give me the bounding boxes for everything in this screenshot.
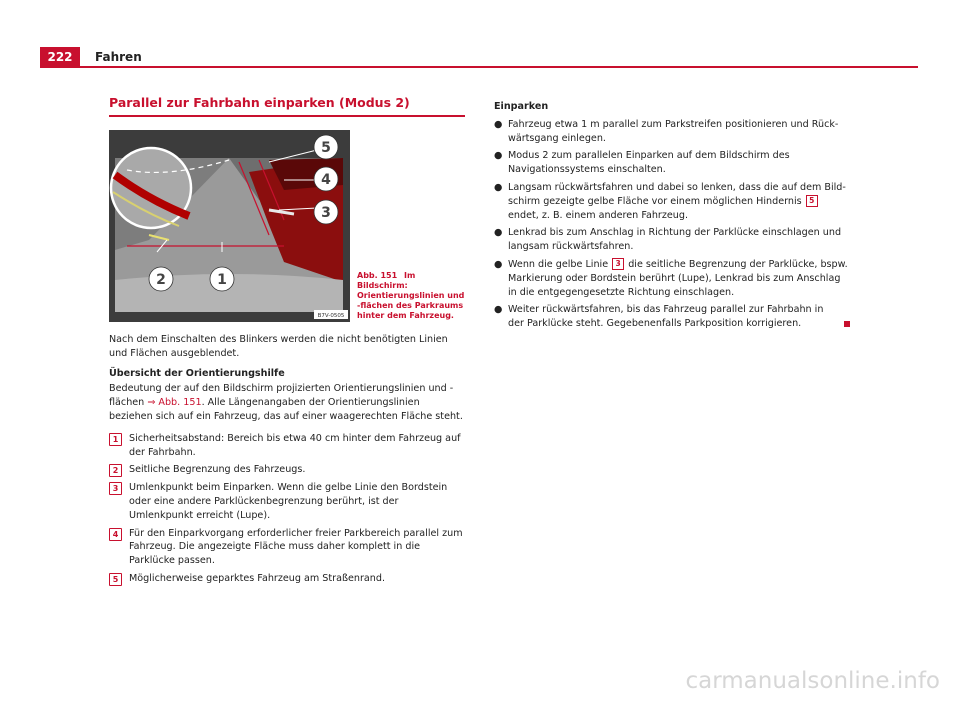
- intro-paragraph: Nach dem Einschalten des Blinkers werden die nicht benötigten Linien und Flächen ausgeblendet.: [109, 334, 448, 359]
- section-title: Parallel zur Fahrbahn einparken (Modus 2): [109, 95, 410, 110]
- legend-item: 1 Sicherheitsabstand: Bereich bis etwa 40 cm hinter dem Fahrzeug auf der Fahrbahn.: [109, 432, 465, 460]
- svg-text:1: 1: [217, 272, 227, 288]
- page-number: 222: [40, 47, 80, 67]
- bullet-icon: ●: [494, 258, 503, 270]
- legend-item: 3 Umlenkpunkt beim Einparken. Wenn die gelbe Linie den Bordstein oder eine andere Parklückenbegrenzung berührt, ist der Umlenkpunkt erreicht (Lupe).: [109, 481, 465, 522]
- legend-item: 2 Seitliche Begrenzung des Fahrzeugs.: [109, 463, 465, 477]
- legend-list: [109, 432, 465, 586]
- callout-2: [149, 267, 173, 291]
- header-rule: [40, 66, 918, 68]
- step-item: ● Fahrzeug etwa 1 m parallel zum Parkstreifen positionieren und Rückwärtsgang einlegen.: [494, 118, 839, 144]
- camera-screen-figure: [109, 130, 350, 322]
- number-badge: 4: [109, 528, 122, 541]
- legend-item: 4 Für den Einparkvorgang erforderlicher freier Parkbereich parallel zum Fahrzeug. Die angezeigte Fläche muss daher komplett in die Parklücke passen.: [109, 527, 465, 568]
- callout-5: [314, 135, 338, 159]
- caption-text: Im Bildschirm: Orientierungslinien und -flächen des Parkraums hinter dem Fahrzeug.: [357, 271, 465, 320]
- svg-text:4: 4: [321, 172, 331, 188]
- section-header: [109, 95, 465, 125]
- number-badge: 1: [109, 433, 122, 446]
- right-column: [494, 100, 850, 335]
- parking-steps: [494, 118, 850, 331]
- left-body: [109, 333, 465, 590]
- bullet-icon: ●: [494, 181, 503, 193]
- number-badge: 3: [109, 482, 122, 495]
- caption-label: Abb. 151: [357, 271, 398, 280]
- page-header: [40, 47, 918, 67]
- number-badge: 5: [109, 573, 122, 586]
- step-item: ● Weiter rückwärtsfahren, bis das Fahrzeug parallel zur Fahrbahn in der Parklücke steht. Gegebenenfalls Parkposition korrigieren.: [494, 303, 850, 331]
- number-badge: 3: [612, 258, 624, 270]
- step-item: ● Lenkrad bis zum Anschlag in Richtung der Parklücke einschlagen und langsam rückwärtsfahren.: [494, 227, 842, 253]
- bullet-icon: ●: [494, 150, 503, 162]
- svg-text:5: 5: [321, 140, 331, 156]
- bullet-icon: ●: [494, 304, 503, 316]
- title-rule: [109, 115, 465, 117]
- end-of-section-icon: [844, 321, 850, 327]
- callout-3: [314, 200, 338, 224]
- figure-caption: [357, 271, 465, 321]
- step-item: ● Modus 2 zum parallelen Einparken auf dem Bildschirm des Navigationssystems einschalten.: [494, 150, 790, 176]
- bullet-icon: ●: [494, 227, 503, 239]
- parking-heading: Einparken: [494, 101, 549, 112]
- svg-text:3: 3: [321, 205, 331, 221]
- overview-paragraph: Bedeutung der auf den Bildschirm projizierten Orientierungslinien und -flächen ⇒ Abb. 151. Alle Längenangaben der Orientierungslinien beziehen sich auf ein Fahrzeug, das auf einer waagerechten Fläche steht.: [109, 383, 463, 422]
- step-item: ● Wenn die gelbe Linie 3 die seitliche Begrenzung der Parklücke, bspw. Markierung oder Bordstein berührt (Lupe), Lenkrad bis zum Anschlag in die entgegengesetzte Richtung einschlagen.: [494, 258, 848, 298]
- number-badge: 2: [109, 464, 122, 477]
- number-badge: 5: [806, 195, 818, 207]
- svg-text:2: 2: [156, 272, 166, 288]
- legend-item: 5 Möglicherweise geparktes Fahrzeug am Straßenrand.: [109, 572, 465, 586]
- step-item: ● Langsam rückwärtsfahren und dabei so lenken, dass die auf dem Bildschirm gezeigte gelbe Fläche vor einem möglichen Hindernis 5 endet, z. B. einem anderen Fahrzeug.: [494, 181, 846, 221]
- overview-heading: Übersicht der Orientierungshilfe: [109, 367, 285, 379]
- callout-4: [314, 167, 338, 191]
- image-code: B7V-0505: [317, 313, 345, 319]
- callout-1: [210, 267, 234, 291]
- bullet-icon: ●: [494, 118, 503, 130]
- chapter-title: Fahren: [95, 50, 142, 64]
- figure-link[interactable]: ⇒ Abb. 151: [147, 397, 202, 409]
- camera-screen-illustration: [109, 130, 350, 322]
- watermark: carmanualsonline.info: [685, 668, 940, 694]
